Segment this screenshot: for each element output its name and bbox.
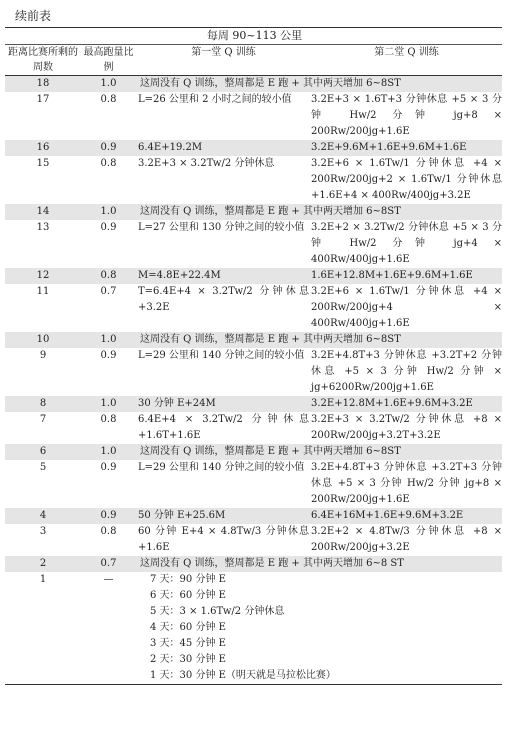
max-ratio-cell: 0.8 [79,268,136,284]
q1-cell: L=29 公里和 140 分钟之间的较小值 [138,350,305,361]
max-ratio-cell: 0.9 [79,508,136,524]
q2-cell: 3.2E+3 × 3.2Tw/2 分钟休息 +8 × 200Rw/200jg+3.2T+3.2E [311,414,503,441]
header-weeks: 距离比赛所剩的周数 [5,45,79,76]
header-max-ratio: 最高跑量比例 [79,45,136,76]
q1-cell: 6.4E+4 × 3.2Tw/2 分钟休息 +1.6T+1.6E [138,414,309,441]
schedule-item: 2 天：30 分钟 E [150,654,226,665]
max-ratio-cell: 0.7 [79,556,136,572]
final-week-row [5,572,502,685]
q1-cell: L=29 公里和 140 分钟之间的较小值 [138,462,305,473]
schedule-item: 1 天：30 分钟 E（明天就是马拉松比赛） [150,670,336,681]
weeks-cell: 8 [5,396,79,412]
q2-cell: 3.2E+3 × 1.6T+3 分钟休息 +5 × 3 分钟 Hw/2 分钟 jg+8 × 200Rw/200jg+1.6E [311,94,503,137]
q1-cell: 3.2E+3 × 3.2Tw/2 分钟休息 [138,158,275,169]
table-row [5,444,502,460]
table-row [5,348,502,396]
schedule-item: 4 天：60 分钟 E [150,622,226,633]
max-ratio-cell: 1.0 [79,444,136,460]
table-row [5,460,502,508]
weeks-cell: 6 [5,444,79,460]
table-row [5,156,502,204]
q1-cell: 50 分钟 E+25.6M [136,508,309,524]
weeks-cell: 4 [5,508,79,524]
header-span-row [5,28,502,45]
no-q-note-cell: 这周没有 Q 训练，整周都是 E 跑 + 其中两天增加 6~8ST [136,332,502,348]
q2-cell: 3.2E+2 × 3.2Tw/2 分钟休息 +5 × 3 分钟 Hw/2 分钟 jg+4 × 400Rw/400jg+1.6E [311,222,503,265]
weeks-cell: 5 [39,462,47,473]
header-q1: 第一堂 Q 训练 [136,45,309,76]
weeks-cell: 18 [5,76,79,93]
max-ratio-cell: 0.7 [100,286,117,297]
schedule-item: 5 天：3 × 1.6Tw/2 分钟休息 [150,606,285,617]
weeks-cell: 1 [5,572,79,685]
q1-cell: 60 分钟 E+4 × 4.8Tw/3 分钟休息 +1.6E [138,526,309,553]
q2-cell: 3.2E+12.8M+1.6E+9.6M+3.2E [309,396,502,412]
q1-cell: 6.4E+19.2M [136,140,309,156]
weeks-cell: 14 [5,204,79,220]
q2-cell: 3.2E+4.8T+3 分钟休息 +3.2T+2 分钟休息 +5 × 3 分钟 Hw/2 分钟 × jg+6200Rw/200jg+1.6E [311,350,503,393]
max-ratio-cell: 0.9 [100,350,117,361]
training-table [5,27,502,685]
schedule-item: 6 天：60 分钟 E [150,590,226,601]
q2-cell: 3.2E+6 × 1.6Tw/1 分钟休息 +4 × 200Rw/200jg+2 × 1.6Tw/1 分钟休息 +1.6E+4 × 400Rw/400jg+3.2E [311,158,503,201]
table-row [5,524,502,556]
table-row [5,204,502,220]
weeks-cell: 15 [36,158,50,169]
q1-cell: M=4.8E+22.4M [136,268,309,284]
table-row [5,508,502,524]
table-row [5,268,502,284]
no-q-note-cell: 这周没有 Q 训练，整周都是 E 跑 + 其中两天增加 6~8ST [136,76,502,93]
weeks-cell: 11 [36,286,50,297]
table-caption: 续前表 [15,9,52,23]
table-row [5,396,502,412]
header-q2: 第二堂 Q 训练 [309,45,502,76]
no-q-note-cell: 这周没有 Q 训练，整周都是 E 跑 + 其中两天增加 6~8 ST [136,556,502,572]
max-ratio-cell: 1.0 [79,76,136,93]
max-ratio-cell: 0.8 [100,414,117,425]
header-span-title: 每周 90~113 公里 [5,28,502,45]
weeks-cell: 2 [5,556,79,572]
max-ratio-cell: 0.8 [100,158,117,169]
weeks-cell: 16 [5,140,79,156]
schedule-item: 7 天：90 分钟 E [150,574,226,585]
table-row [5,332,502,348]
table-row [5,140,502,156]
table-row [5,76,502,93]
weeks-cell: 12 [5,268,79,284]
q2-cell: 3.2E+2 × 4.8Tw/3 分钟休息 +8 × 200Rw/200jg+3.2E [311,526,503,553]
q2-cell: 3.2E+9.6M+1.6E+9.6M+1.6E [309,140,502,156]
max-ratio-cell: 0.9 [79,140,136,156]
q2-cell: 6.4E+16M+1.6E+9.6M+3.2E [309,508,502,524]
table-row [5,412,502,444]
q2-cell: 3.2E+6 × 1.6Tw/1 分钟休息 +4 × 200Rw/200jg+4 × 400Rw/400jg+1.6E [311,286,503,329]
table-row [5,92,502,140]
weeks-cell: 17 [36,94,50,105]
q2-cell: 3.2E+4.8T+3 分钟休息 +3.2T+3 分钟休息 +5 × 3 分钟 Hw/2 分钟 jg+8 × 200Rw/200jg+1.6E [311,462,503,505]
weeks-cell: 9 [39,350,47,361]
table-row [5,556,502,572]
max-ratio-cell: — [79,572,136,685]
q1-cell: 30 分钟 E+24M [136,396,309,412]
q1-cell: L=26 公里和 2 小时之间的较小值 [138,94,292,105]
max-ratio-cell: 0.9 [100,222,117,233]
weeks-cell: 13 [36,222,50,233]
max-ratio-cell: 1.0 [79,204,136,220]
final-week-schedule [136,572,502,685]
max-ratio-cell: 1.0 [79,396,136,412]
no-q-note-cell: 这周没有 Q 训练，整周都是 E 跑 + 其中两天增加 6~8ST [136,204,502,220]
q1-cell: T=6.4E+4 × 3.2Tw/2 分钟休息 +3.2E [138,286,309,313]
weeks-cell: 3 [39,526,47,537]
q1-cell: L=27 公里和 130 分钟之间的较小值 [138,222,305,233]
q2-cell: 1.6E+12.8M+1.6E+9.6M+1.6E [309,268,502,284]
weeks-cell: 10 [5,332,79,348]
max-ratio-cell: 0.8 [100,94,117,105]
no-q-note-cell: 这周没有 Q 训练，整周都是 E 跑 + 其中两天增加 6~8ST [136,444,502,460]
header-columns-row [5,45,502,76]
max-ratio-cell: 1.0 [79,332,136,348]
max-ratio-cell: 0.9 [100,462,117,473]
max-ratio-cell: 0.8 [100,526,117,537]
weeks-cell: 7 [39,414,47,425]
table-row [5,284,502,332]
schedule-item: 3 天：45 分钟 E [150,638,226,649]
table-row [5,220,502,268]
